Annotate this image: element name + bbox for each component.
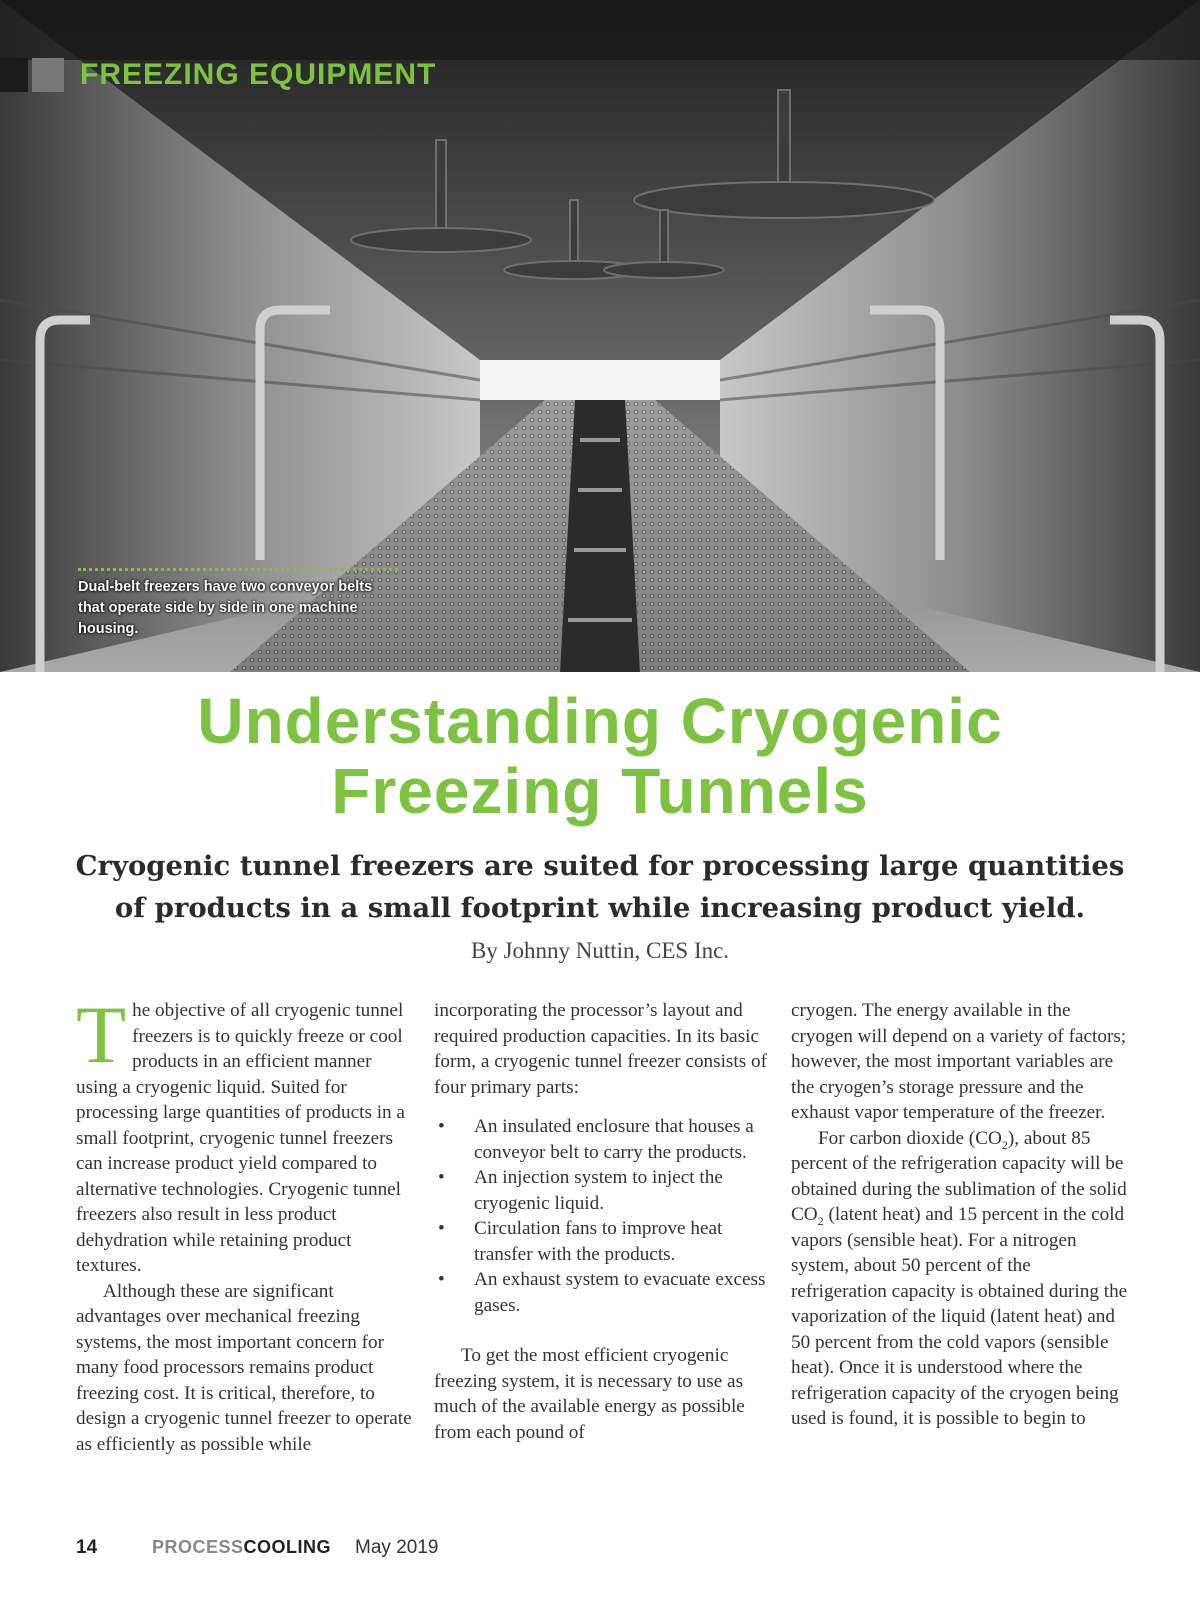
- paragraph-text: he objective of all cryogenic tunnel freezers is to quickly freeze or cool products in an efficient manner using a cryogenic liquid. Suited for processing large quantities of products in a small footprint, cryogenic tunnel freezers can increase product yield compared to alternative technologies. Cryogenic tunnel freezers also result in less product dehydration while retaining product textures.: [76, 1000, 405, 1276]
- drop-cap: T: [76, 989, 127, 1080]
- deck-line-2: of products in a small footprint while increasing product yield.: [114, 892, 1086, 924]
- list-item: • An injection system to inject the cryogenic liquid.: [438, 1167, 723, 1214]
- caption-dotted-rule: [78, 568, 398, 573]
- article-byline: By Johnny Nuttin, CES Inc.: [470, 938, 730, 963]
- section-tag-bar: [0, 58, 28, 92]
- list-item: • An exhaust system to evacuate excess gases.: [438, 1269, 766, 1316]
- bullet-icon: •: [438, 1167, 445, 1188]
- body-paragraph: cryogen. The energy available in the cryogen will depend on a variety of factors; however, the most important variables are the cryogen’s storage pressure and the exhaust vapor temperature of the freezer.: [791, 1000, 1127, 1123]
- section-tag-label: FREEZING EQUIPMENT: [80, 58, 437, 91]
- body-paragraph: [76, 989, 414, 1279]
- issue-date: May 2019: [355, 1537, 439, 1558]
- deck-line-1: Cryogenic tunnel freezers are suited for processing large quantities: [75, 850, 1125, 882]
- body-paragraph: incorporating the processor’s layout and required production capacities. In its basic form, a cryogenic tunnel freezer consists of four primary parts:: [434, 1000, 767, 1098]
- photo-caption-text: Dual-belt freezers have two conveyor belts that operate side by side in one machine housing.: [78, 579, 373, 637]
- article-headline: [0, 686, 1200, 826]
- body-column-2: [434, 998, 772, 1445]
- bullet-icon: •: [438, 1116, 445, 1137]
- body-paragraph: Although these are significant advantages over mechanical freezing systems, the most important concern for many food processors remains product freezing cost. It is critical, therefore, to design a cryogenic tunnel freezer to operate as efficiently as possible while: [76, 1280, 412, 1455]
- list-item: • Circulation fans to improve heat transfer with the products.: [438, 1218, 723, 1265]
- publication-name-light: PROCESS: [152, 1537, 244, 1557]
- hero-photo: [0, 0, 1200, 672]
- headline-line-1: Understanding Cryogenic: [197, 685, 1003, 757]
- body-paragraph: To get the most efficient cryogenic freezing system, it is necessary to use as much of the available energy as possible from each pound of: [434, 1345, 745, 1443]
- section-tag-bar-accent: [32, 58, 64, 92]
- bullet-icon: •: [438, 1269, 445, 1290]
- article-deck: [60, 845, 1140, 929]
- headline-line-2: Freezing Tunnels: [331, 755, 869, 827]
- bullet-icon: •: [438, 1218, 445, 1239]
- page-number: 14: [76, 1537, 98, 1558]
- parts-list: [434, 1114, 772, 1318]
- publication-name-bold: COOLING: [243, 1537, 332, 1557]
- section-tag: [0, 58, 436, 92]
- body-column-3: [791, 998, 1129, 1432]
- body-column-1: [76, 989, 414, 1457]
- photo-caption: [78, 568, 398, 640]
- list-item: • An insulated enclosure that houses a conveyor belt to carry the products.: [438, 1116, 754, 1163]
- page-footer: [76, 1537, 438, 1559]
- body-paragraph: For carbon dioxide $(CO_2)$, about 85 percent of the refrigeration capacity will be obtained during the sublimation of the solid $CO_2$ (latent heat) and 15 percent in the cold vapors (sensible heat). For a nitrogen system, about 50 percent of the refrigeration capacity is obtained during the vaporization of the liquid (latent heat) and 50 percent from the cold vapors (sensible heat). Once it is understood where the refrigeration capacity of the cryogen being used is found, it is possible to begin to: [791, 1127, 1128, 1429]
